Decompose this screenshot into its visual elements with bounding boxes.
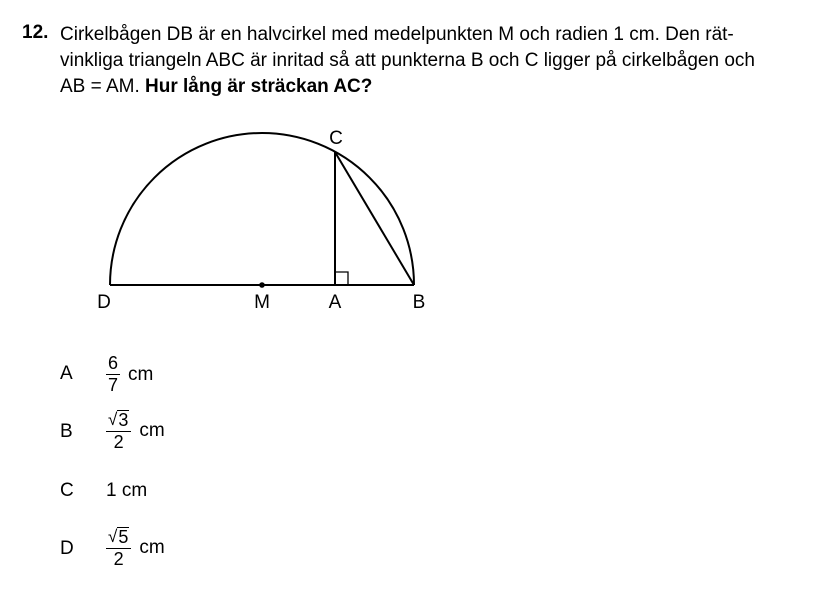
question-line-3-plain: AB = AM. xyxy=(60,76,140,97)
option-d-value xyxy=(106,527,165,569)
option-c-letter: C xyxy=(60,480,74,501)
label-b: B xyxy=(412,292,426,313)
center-point-m xyxy=(259,282,265,288)
radical-sign-icon: √ xyxy=(108,410,118,429)
option-d-letter: D xyxy=(60,538,74,559)
option-d-sqrt xyxy=(108,527,129,547)
option-b-denominator: 2 xyxy=(113,432,124,452)
option-b-numerator xyxy=(106,410,131,432)
option-c-value: 1 cm xyxy=(106,480,148,501)
option-a-value xyxy=(106,354,153,395)
question-prompt: Hur lång är sträckan AC? xyxy=(145,76,373,97)
option-a-fraction xyxy=(106,354,120,395)
label-m: M xyxy=(254,292,270,313)
question-line-2: vinkliga triangeln ABC är inritad så att punkterna B och C ligger på cirkelbågen och xyxy=(60,50,755,71)
option-b-sqrt xyxy=(108,410,129,430)
option-d-denominator: 2 xyxy=(113,549,124,569)
question-number: 12. xyxy=(22,22,49,43)
option-a-unit: cm xyxy=(128,363,154,385)
radical-sign-icon: √ xyxy=(108,527,118,546)
option-a-numerator: 6 xyxy=(108,353,119,373)
option-b-unit: cm xyxy=(139,420,165,441)
option-d-unit: cm xyxy=(139,537,165,558)
option-a-letter: A xyxy=(60,363,73,384)
segment-bc xyxy=(335,152,414,285)
option-b-letter: B xyxy=(60,421,73,442)
label-a: A xyxy=(328,292,342,313)
question-line-1: Cirkelbågen DB är en halvcirkel med medelpunkten M och radien 1 cm. Den rät- xyxy=(60,24,734,45)
label-d: D xyxy=(97,292,111,313)
option-b-radicand: 3 xyxy=(118,410,129,430)
option-d-numerator xyxy=(106,527,131,549)
option-b-value xyxy=(106,410,165,452)
option-d-radicand: 5 xyxy=(118,527,129,547)
option-b-fraction xyxy=(106,410,131,452)
option-d-fraction xyxy=(106,527,131,569)
option-a-denominator: 7 xyxy=(108,375,119,395)
label-c: C xyxy=(329,128,343,149)
right-angle-marker xyxy=(335,272,348,285)
